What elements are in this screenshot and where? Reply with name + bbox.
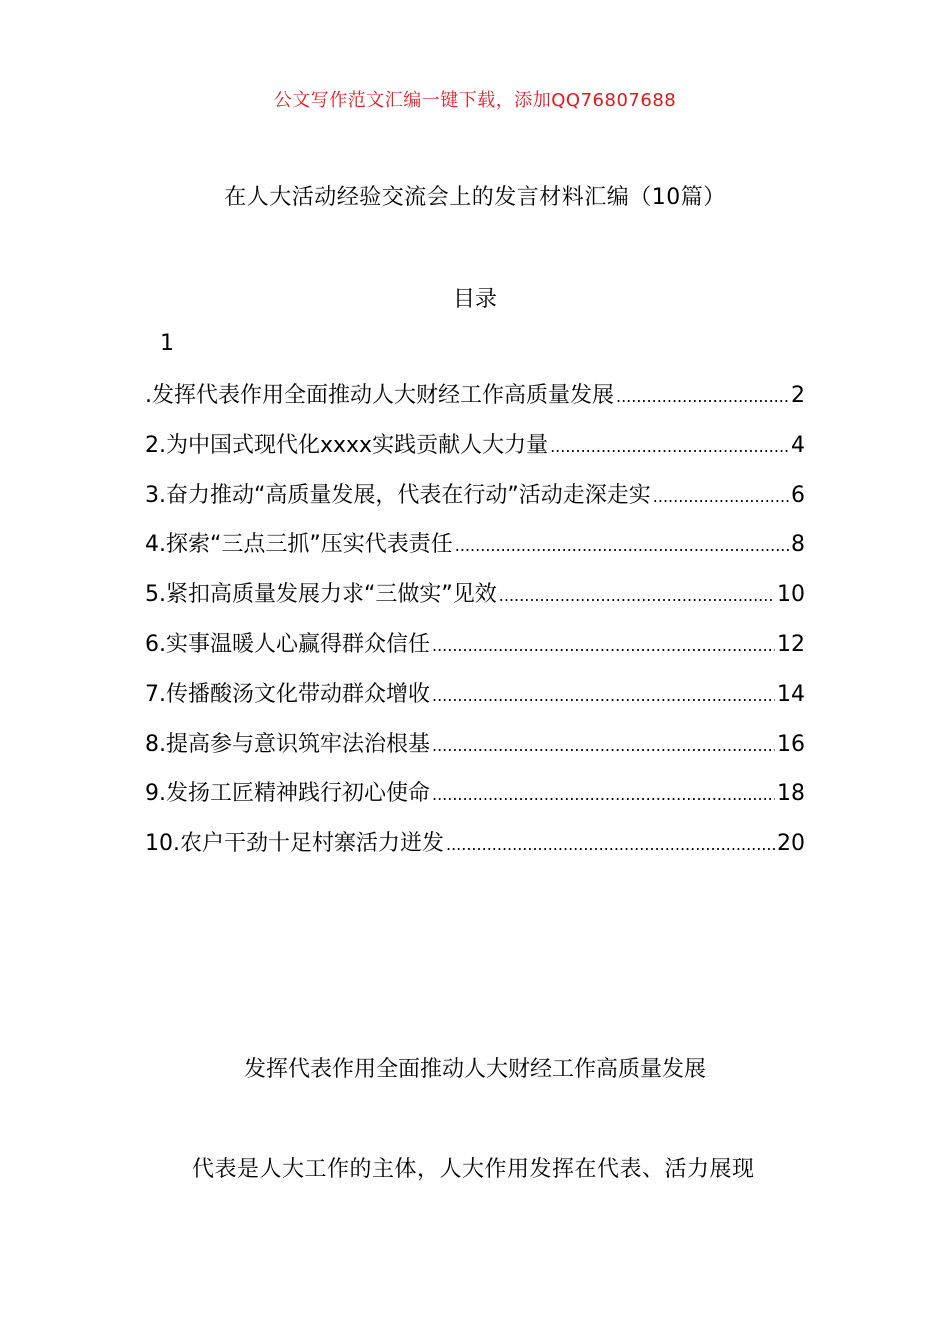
toc-heading: 目录 [452, 287, 497, 312]
toc-entry-page: 16 [777, 731, 805, 757]
toc-entry-label: 6.实事温暖人心赢得群众信任 [145, 631, 430, 657]
toc-entry[interactable] [145, 826, 805, 876]
toc-entry[interactable] [145, 577, 805, 627]
toc-entry-label: 7.传播酸汤文化带动群众增收 [145, 681, 430, 707]
table-of-contents [145, 378, 805, 876]
toc-entry-label: 3.奋力推动“高质量发展，代表在行动”活动走深走实 [145, 482, 651, 508]
toc-leader-dots [446, 835, 775, 854]
toc-entry[interactable] [145, 478, 805, 528]
toc-entry[interactable] [145, 428, 805, 478]
toc-entry-page: 14 [777, 681, 805, 707]
toc-entry-page: 10 [777, 582, 805, 608]
toc-leader-dots [455, 536, 789, 555]
document-title: 在人大活动经验交流会上的发言材料汇编（10篇） [224, 185, 726, 210]
toc-leader-dots [616, 387, 789, 406]
toc-entry-page: 4 [791, 432, 805, 458]
toc-leader-dots [432, 736, 775, 755]
toc-leader-dots [550, 437, 789, 456]
toc-entry[interactable] [145, 677, 805, 727]
toc-entry-page: 2 [791, 383, 805, 408]
toc-leader-dots [499, 586, 775, 605]
toc-entry[interactable] [145, 627, 805, 677]
section-title: 发挥代表作用全面推动人大财经工作高质量发展 [243, 1057, 706, 1082]
toc-stray-number: 1 [160, 331, 174, 356]
toc-entry-label: 4.探索“三点三抓”压实代表责任 [145, 532, 453, 558]
toc-entry-page: 6 [791, 482, 805, 508]
body-paragraph: 代表是人大工作的主体，人大作用发挥在代表、活力展现 [192, 1157, 755, 1182]
toc-entry-label: 9.发扬工匠精神践行初心使命 [145, 781, 430, 807]
toc-leader-dots [432, 636, 775, 655]
toc-entry[interactable] [145, 527, 805, 577]
promo-banner-text: 公文写作范文汇编一键下载，添加QQ76807688 [273, 90, 677, 111]
toc-leader-dots [653, 487, 789, 506]
toc-entry-label: 8.提高参与意识筑牢法治根基 [145, 731, 430, 757]
toc-entry[interactable] [145, 727, 805, 777]
toc-entry-page: 12 [777, 631, 805, 657]
toc-entry-page: 20 [777, 831, 805, 857]
toc-leader-dots [432, 686, 775, 705]
toc-entry[interactable] [145, 776, 805, 826]
toc-entry-label: 2.为中国式现代化xxxx实践贡献人大力量 [145, 432, 549, 458]
toc-entry-page: 18 [777, 781, 805, 807]
toc-entry-label: .发挥代表作用全面推动人大财经工作高质量发展 [145, 383, 614, 408]
toc-entry-label: 5.紧扣高质量发展力求“三做实”见效 [145, 582, 497, 608]
toc-entry-label: 10.农户干劲十足村寨活力迸发 [145, 831, 444, 857]
toc-entry[interactable] [145, 378, 805, 428]
toc-entry-page: 8 [791, 532, 805, 558]
toc-leader-dots [432, 785, 775, 804]
